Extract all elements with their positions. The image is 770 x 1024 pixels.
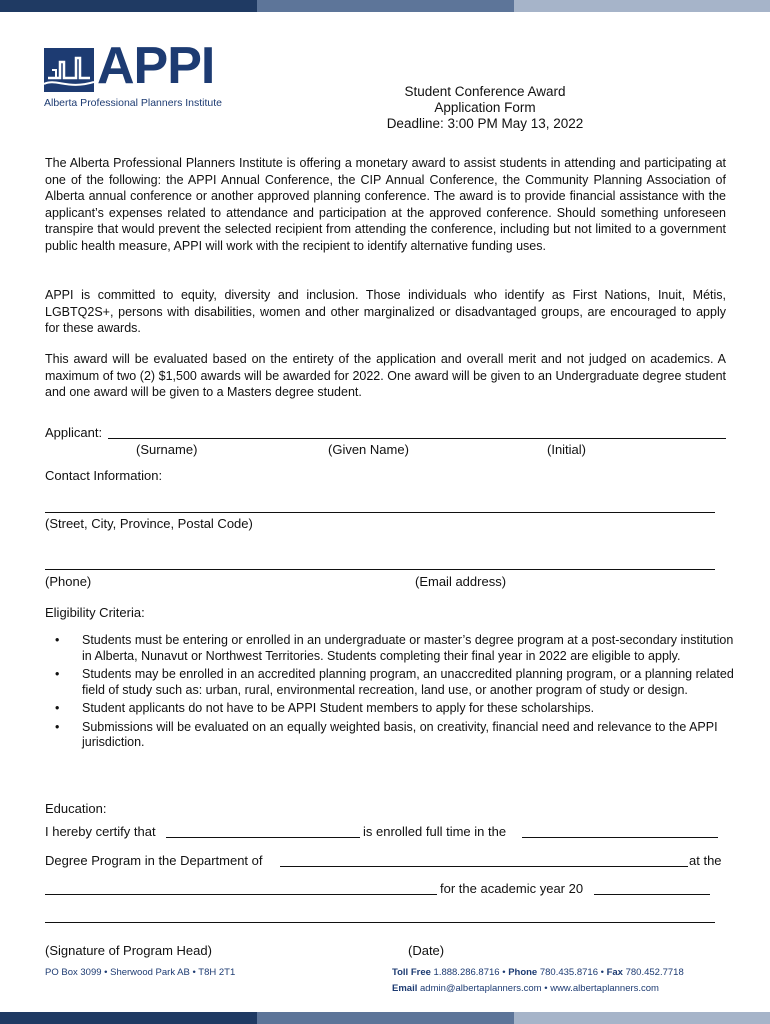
- appi-logo: [44, 37, 224, 112]
- footer-separator-icon: •: [544, 983, 548, 994]
- top-color-bar: [0, 0, 770, 12]
- signature-label: (Signature of Program Head): [45, 943, 212, 958]
- bullet-icon: •: [55, 701, 60, 715]
- top-bar-segment-dark: [0, 0, 257, 12]
- bullet-icon: •: [55, 667, 60, 681]
- toll-free-label: Toll Free: [392, 967, 431, 978]
- address-label: (Street, City, Province, Postal Code): [45, 516, 253, 531]
- footer-address: PO Box 3099 • Sherwood Park AB • T8H 2T1: [45, 967, 236, 978]
- form-deadline: Deadline: 3:00 PM May 13, 2022: [386, 116, 584, 131]
- applicant-name-field[interactable]: [108, 438, 726, 439]
- eligibility-item-4: Submissions will be evaluated on an equally weighted basis, on creativity, financial need and relevance to the APPI jurisdiction.: [82, 719, 718, 749]
- eligibility-list: [45, 633, 735, 754]
- certify-prefix: I hereby certify that: [45, 824, 156, 839]
- student-name-field[interactable]: [166, 837, 360, 838]
- eligibility-item-2: Students may be enrolled in an accredited planning program, an unaccredited planning program, or a planning related field of study such as: urban, rural, environmental recreation, land use, or another program of study or design.: [82, 667, 734, 697]
- phone-label-footer: Phone: [508, 967, 538, 978]
- department-field[interactable]: [280, 866, 688, 867]
- footer-contact-line: [392, 983, 659, 994]
- certify-middle: is enrolled full time in the: [363, 824, 507, 839]
- list-item: [45, 633, 735, 664]
- eligibility-item-3: Student applicants do not have to be APPI Student members to apply for these scholarships.: [82, 701, 595, 715]
- phone-email-field[interactable]: [45, 569, 715, 570]
- phone-label: (Phone): [45, 574, 92, 589]
- academic-year-field[interactable]: [594, 894, 710, 895]
- footer-separator-icon: •: [502, 967, 506, 978]
- date-label: (Date): [408, 943, 445, 958]
- address-field[interactable]: [45, 512, 715, 513]
- intro-paragraph: The Alberta Professional Planners Institute is offering a monetary award to assist students in attending and participating at one of the following: the APPI Annual Conference, the CIP Annual Conference, the Community Planning Association of Alberta annual conference or another approved planning conference. The award is to provide financial assistance with the applicant’s expenses related to attendance and participation at the approved conference. Should something unforeseen transpire that would prevent the selected recipient from attending the conference, including but not limited to a government public health measure, APPI will work with the recipient to identify alternative funding uses.: [45, 156, 726, 253]
- eligibility-criteria-label: Eligibility Criteria:: [45, 605, 145, 620]
- degree-program-prefix: Degree Program in the Department of: [45, 853, 263, 868]
- list-item: [45, 720, 735, 751]
- footer-separator-icon: •: [600, 967, 604, 978]
- equity-paragraph: APPI is committed to equity, diversity and inclusion. Those individuals who identify as First Nations, Inuit, Métis, LGBTQ2S+, persons with disabilities, women and other marginalized or disadvantaged groups, are encouraged to apply for these awards.: [45, 288, 726, 335]
- list-item: [45, 701, 735, 717]
- toll-free-number: 1.888.286.8716: [433, 967, 500, 978]
- evaluation-paragraph: This award will be evaluated based on the entirety of the application and overall merit and not judged on academics. A maximum of two (2) $1,500 awards will be awarded for 2022. One award will be given to an Undergraduate degree student and one award will be given to a Masters degree student.: [45, 352, 726, 399]
- bottom-bar-segment-light: [514, 1012, 770, 1024]
- top-bar-segment-mid: [257, 0, 514, 12]
- logo-wordmark: APPI: [97, 37, 215, 95]
- applicant-label: Applicant:: [45, 425, 103, 440]
- program-level-field[interactable]: [522, 837, 718, 838]
- academic-year-label: for the academic year 20: [440, 881, 584, 896]
- phone-number: 780.435.8716: [539, 967, 598, 978]
- bottom-bar-segment-dark: [0, 1012, 257, 1024]
- contact-information-label: Contact Information:: [45, 468, 163, 483]
- degree-program-suffix: at the: [689, 853, 722, 868]
- form-title: Student Conference Award: [404, 84, 566, 99]
- institution-field[interactable]: [45, 894, 437, 895]
- footer-phone-line: [392, 967, 684, 978]
- bullet-icon: •: [55, 633, 60, 647]
- form-subtitle: Application Form: [434, 100, 536, 115]
- education-label: Education:: [45, 801, 107, 816]
- website-link[interactable]: www.albertaplanners.com: [550, 983, 659, 994]
- surname-label: (Surname): [136, 442, 198, 457]
- fax-label: Fax: [606, 967, 623, 978]
- initial-label: (Initial): [547, 442, 587, 457]
- email-link[interactable]: admin@albertaplanners.com: [420, 983, 542, 994]
- form-header: [340, 84, 630, 132]
- logo-subtitle: Alberta Professional Planners Institute: [44, 97, 223, 109]
- email-label-footer: Email: [392, 983, 418, 994]
- appi-logo-icon: [44, 48, 94, 92]
- bullet-icon: •: [55, 719, 60, 734]
- bottom-bar-segment-mid: [257, 1012, 514, 1024]
- list-item: [45, 667, 735, 698]
- fax-number: 780.452.7718: [625, 967, 684, 978]
- bottom-color-bar: [0, 1012, 770, 1024]
- eligibility-item-1: Students must be entering or enrolled in an undergraduate or master’s degree program at a post-secondary institution in Alberta, Nunavut or Northwest Territories. Students completing their final year in 2022 are eligible to apply.: [82, 633, 734, 663]
- top-bar-segment-light: [514, 0, 770, 12]
- signature-date-field[interactable]: [45, 922, 715, 923]
- email-label: (Email address): [415, 574, 507, 589]
- given-name-label: (Given Name): [328, 442, 409, 457]
